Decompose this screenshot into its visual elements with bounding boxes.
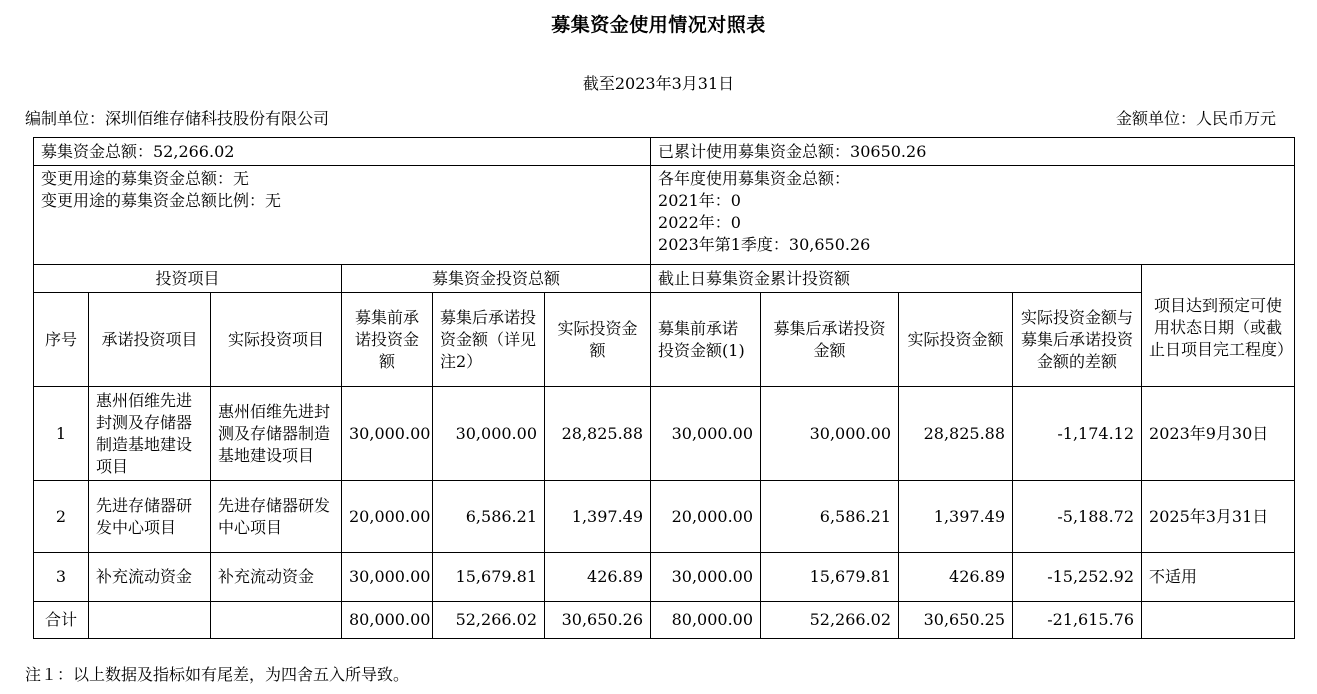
header-post-commit: 募集后承诺投资金额（详见注2） [433, 293, 545, 387]
header-cum-actual: 实际投资金额 [899, 293, 1013, 387]
row-cum-actual: 426.89 [899, 553, 1013, 602]
header-status-date: 项目达到预定可使用状态日期（或截止日项目完工程度） [1142, 265, 1295, 387]
row-cum-actual: 1,397.49 [899, 481, 1013, 553]
total-actual-amount: 30,650.26 [545, 602, 651, 639]
row-actual-amount: 28,825.88 [545, 387, 651, 481]
row-cum-actual: 28,825.88 [899, 387, 1013, 481]
yearly-usage-cell [651, 166, 1295, 265]
row-committed-project: 补充流动资金 [89, 553, 211, 602]
yearly-title: 各年度使用募集资金总额： [658, 169, 851, 188]
header-cum-pre-commit: 募集前承诺投资金额(1) [651, 293, 761, 387]
footnote: 注１：以上数据及指标如有尾差，为四舍五入所导致。 [25, 665, 410, 684]
header-seq: 序号 [34, 293, 89, 387]
changed-ratio: 变更用途的募集资金总额比例：无 [41, 191, 282, 210]
total-pre-commit: 80,000.00 [342, 602, 433, 639]
header-diff: 实际投资金额与募集后承诺投资金额的差额 [1013, 293, 1142, 387]
year-2022: 2022年：0 [658, 213, 741, 232]
row-seq: 2 [34, 481, 89, 553]
total-cum-post-commit: 52,266.02 [761, 602, 899, 639]
cumulative-used: 已累计使用募集资金总额：30650.26 [651, 138, 1295, 166]
row-cum-post-commit: 6,586.21 [761, 481, 899, 553]
year-2021: 2021年：0 [658, 191, 741, 210]
row-seq: 3 [34, 553, 89, 602]
row-cum-post-commit: 15,679.81 [761, 553, 899, 602]
total-cum-actual: 30,650.25 [899, 602, 1013, 639]
row-post-commit: 15,679.81 [433, 553, 545, 602]
header-cumulative: 截止日募集资金累计投资额 [651, 265, 1142, 293]
row-post-commit: 30,000.00 [433, 387, 545, 481]
row-pre-commit: 30,000.00 [342, 553, 433, 602]
changed-usage-cell [34, 166, 651, 265]
changed-total: 变更用途的募集资金总额：无 [41, 169, 250, 188]
prepared-by: 编制单位：深圳佰维存储科技股份有限公司 [25, 109, 330, 128]
fund-usage-table [33, 137, 1295, 639]
row-status-date: 不适用 [1142, 553, 1295, 602]
row-diff: -15,252.92 [1013, 553, 1142, 602]
summary-row-1 [34, 138, 1295, 166]
header-row [34, 293, 1295, 387]
total-post-commit: 52,266.02 [433, 602, 545, 639]
table-row [34, 553, 1295, 602]
page-title: 募集资金使用情况对照表 [551, 14, 766, 36]
table-row [34, 481, 1295, 553]
header-fund-total: 募集资金投资总额 [342, 265, 651, 293]
row-actual-project: 补充流动资金 [211, 553, 342, 602]
table-row [34, 387, 1295, 481]
row-diff: -1,174.12 [1013, 387, 1142, 481]
total-raised: 募集资金总额：52,266.02 [34, 138, 651, 166]
header-invest-project: 投资项目 [34, 265, 342, 293]
row-status-date: 2023年9月30日 [1142, 387, 1295, 481]
row-cum-pre-commit: 30,000.00 [651, 553, 761, 602]
total-empty-cell [211, 602, 342, 639]
total-label: 合计 [34, 602, 89, 639]
summary-row-2 [34, 166, 1295, 265]
row-pre-commit: 30,000.00 [342, 387, 433, 481]
total-cum-pre-commit: 80,000.00 [651, 602, 761, 639]
currency-unit: 金额单位：人民币万元 [1115, 109, 1276, 128]
header-pre-commit: 募集前承诺投资金额 [342, 293, 433, 387]
row-diff: -5,188.72 [1013, 481, 1142, 553]
row-committed-project: 先进存储器研发中心项目 [89, 481, 211, 553]
header-committed-project: 承诺投资项目 [89, 293, 211, 387]
total-empty-cell [89, 602, 211, 639]
row-post-commit: 6,586.21 [433, 481, 545, 553]
row-cum-post-commit: 30,000.00 [761, 387, 899, 481]
row-seq: 1 [34, 387, 89, 481]
row-actual-project: 惠州佰维先进封测及存储器制造基地建设项目 [211, 387, 342, 481]
row-status-date: 2025年3月31日 [1142, 481, 1295, 553]
header-actual-project: 实际投资项目 [211, 293, 342, 387]
row-actual-project: 先进存储器研发中心项目 [211, 481, 342, 553]
row-committed-project: 惠州佰维先进封测及存储器制造基地建设项目 [89, 387, 211, 481]
header-actual-amount: 实际投资金额 [545, 293, 651, 387]
row-cum-pre-commit: 30,000.00 [651, 387, 761, 481]
report-date: 截至2023年3月31日 [582, 74, 735, 93]
total-row [34, 602, 1295, 639]
row-actual-amount: 426.89 [545, 553, 651, 602]
header-group-row [34, 265, 1295, 293]
header-cum-post-commit: 募集后承诺投资金额 [761, 293, 899, 387]
total-diff: -21,615.76 [1013, 602, 1142, 639]
row-cum-pre-commit: 20,000.00 [651, 481, 761, 553]
row-pre-commit: 20,000.00 [342, 481, 433, 553]
row-actual-amount: 1,397.49 [545, 481, 651, 553]
year-2023-q1: 2023年第1季度：30,650.26 [658, 235, 871, 254]
total-empty-cell [1142, 602, 1295, 639]
